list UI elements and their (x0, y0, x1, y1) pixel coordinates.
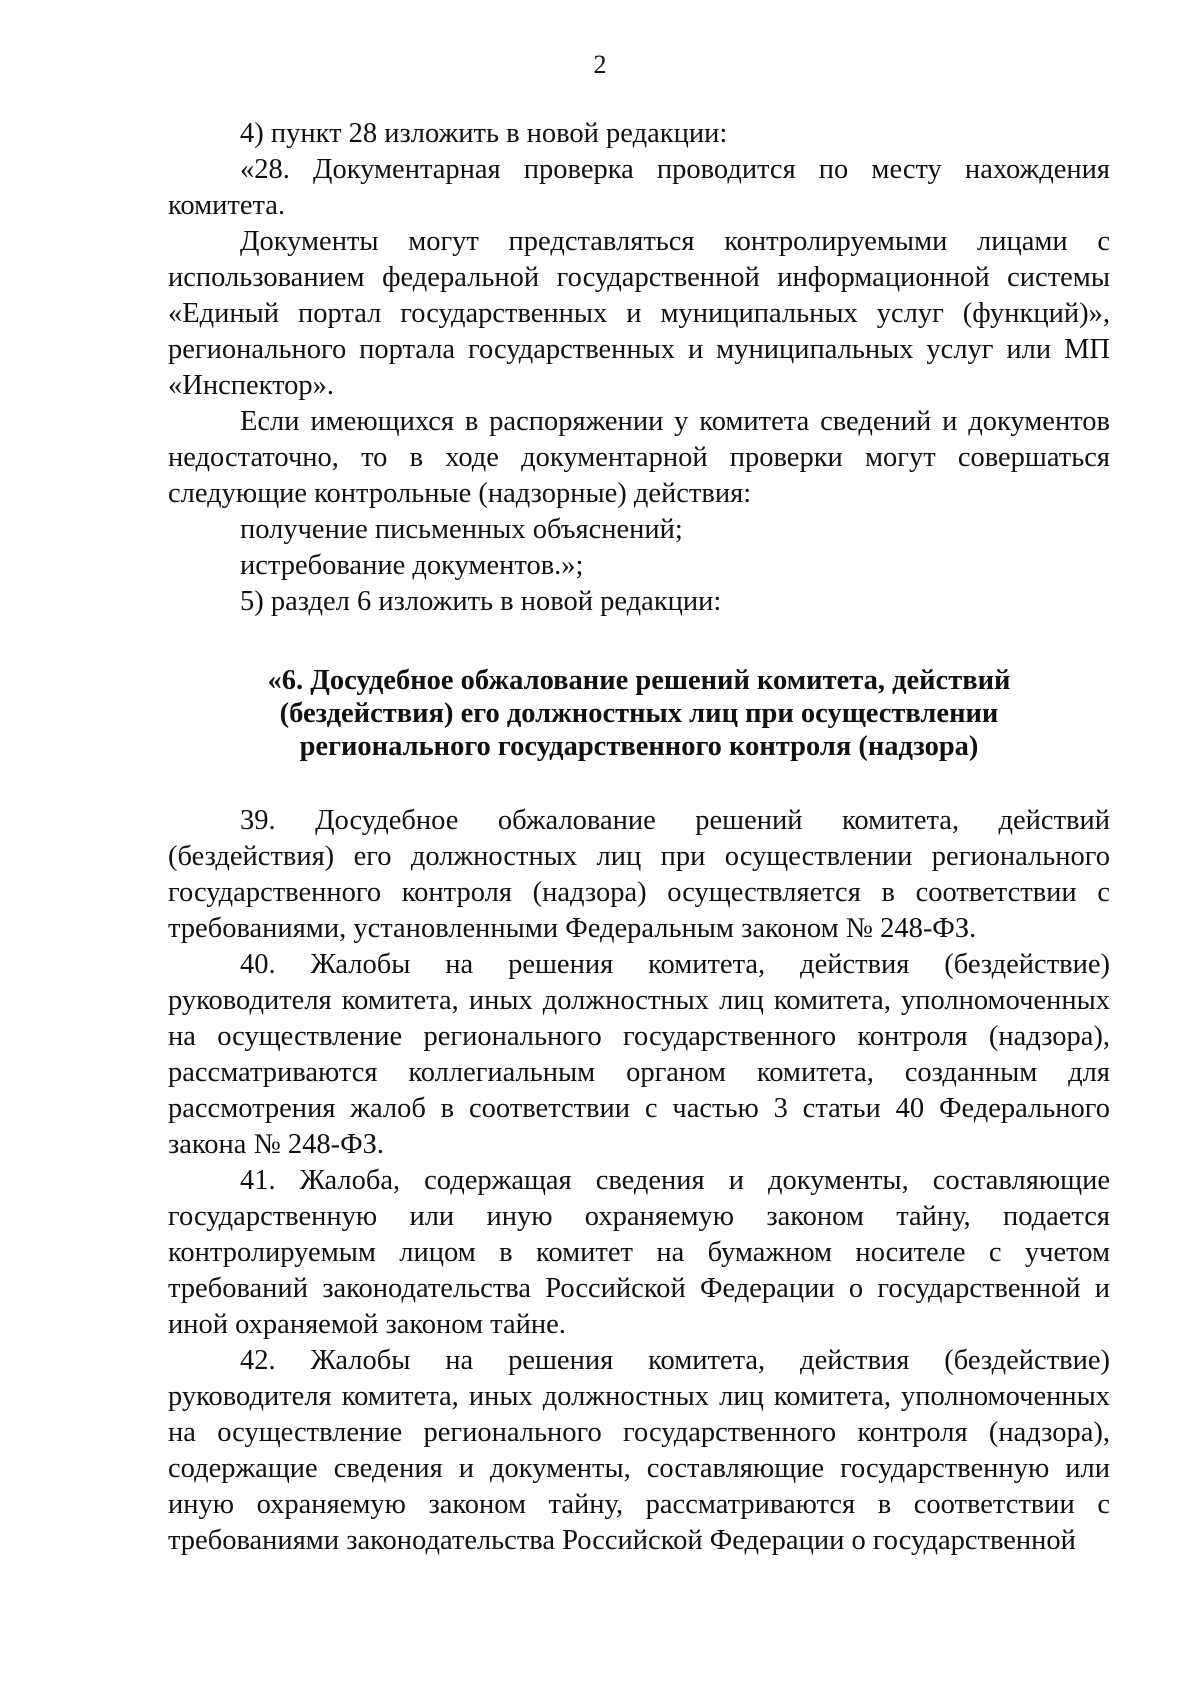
paragraph-point-42: 42. Жалобы на решения комитета, действия (бездействие) руководителя комитета, иных должностных лиц комитета, уполномоченных на осуществление регионального государственного контроля (надзора), содержащие сведения и документы, составляющие государственную или иную охраняемую законом тайну, рассматриваются в соответствии с требованиями законодательства Российской Федерации о государственной (168, 1345, 1110, 1556)
paragraph-point-40: 40. Жалобы на решения комитета, действия (бездействие) руководителя комитета, иных должностных лиц комитета, уполномоченных на осуществление регионального государственного контроля (надзора), рассматриваются коллегиальным органом комитета, созданным для рассмотрения жалоб в соответствии с частью 3 статьи 40 Федерального закона № 248-ФЗ. (168, 949, 1110, 1160)
document-body (168, 116, 1110, 1559)
paragraph-point-41: 41. Жалоба, содержащая сведения и документы, составляющие государственную или иную охраняемую законом тайну, подается контролируемым лицом в комитет на бумажном носителе с учетом требований законодательства Российской Федерации о государственной и иной охраняемой законом тайне. (168, 1165, 1110, 1340)
paragraph-item-5: 5) раздел 6 изложить в новой редакции: (240, 586, 722, 617)
paragraph-item-4: 4) пункт 28 изложить в новой редакции: (240, 118, 728, 149)
section-heading-line: (бездействия) его должностных лиц при осуществлении (279, 698, 999, 729)
page-number: 2 (593, 50, 607, 79)
section-6-heading (168, 664, 1110, 763)
section-heading-line: «6. Досудебное обжалование решений комитета, действий (267, 665, 1011, 696)
section-heading-line: регионального государственного контроля (надзора) (299, 731, 979, 762)
paragraph-point-28: «28. Документарная проверка проводится по месту нахождения комитета. (168, 154, 1110, 221)
list-item-document-request: истребование документов.»; (240, 550, 584, 581)
paragraph-documents-submission: Документы могут представляться контролируемыми лицами с использованием федеральной государственной информационной системы «Единый портал государственных и муниципальных услуг (функций)», регионального портала государственных и муниципальных услуг или МП «Инспектор». (168, 226, 1110, 401)
list-item-written-explanations: получение письменных объяснений; (240, 514, 683, 545)
paragraph-insufficient-documents: Если имеющихся в распоряжении у комитета сведений и документов недостаточно, то в ходе документарной проверки могут совершаться следующие контрольные (надзорные) действия: (168, 406, 1110, 509)
paragraph-point-39: 39. Досудебное обжалование решений комитета, действий (бездействия) его должностных лиц при осуществлении регионального государственного контроля (надзора) осуществляется в соответствии с требованиями, установленными Федеральным законом № 248-ФЗ. (168, 805, 1110, 944)
